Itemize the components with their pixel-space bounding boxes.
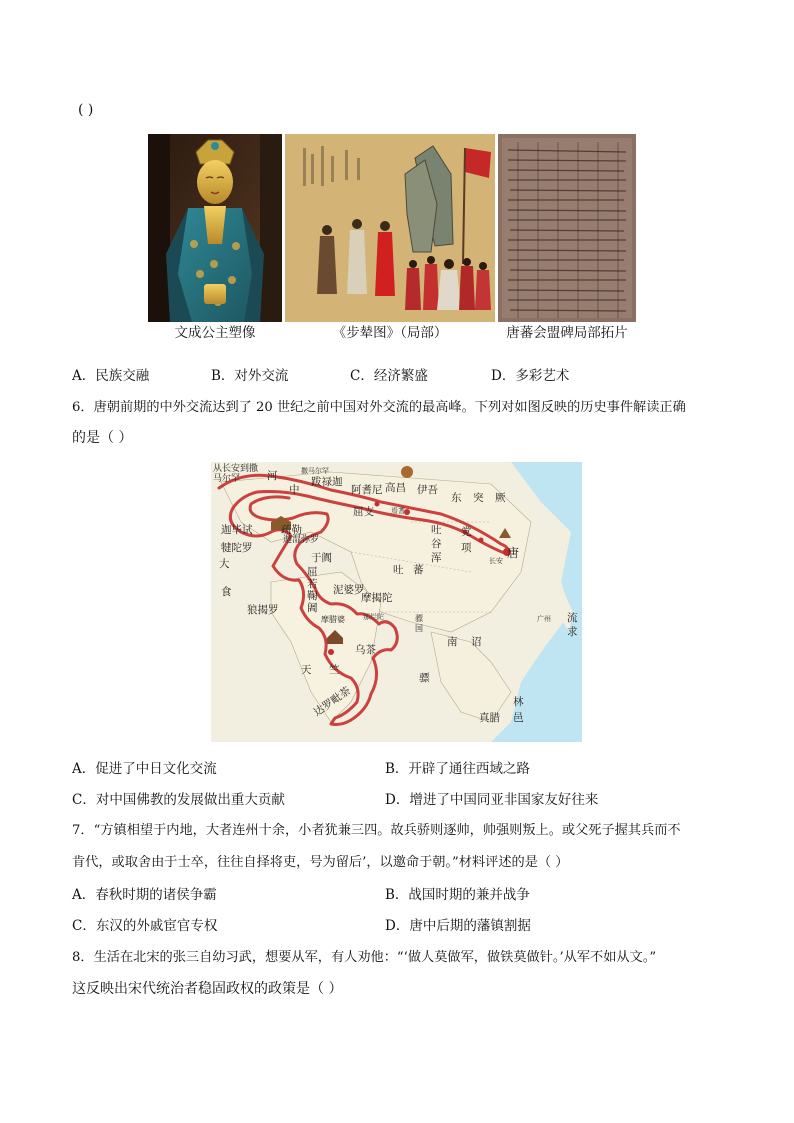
map-label: 阿耆尼 <box>351 484 383 496</box>
map-label-changan: 长安 <box>489 557 503 565</box>
stele-caption: 唐蕃会盟碑局部拓片 <box>506 325 628 341</box>
map-label: 骠 <box>419 672 430 684</box>
map-label: 南 <box>447 636 458 648</box>
bunian-caption: 《步辇图》（局部） <box>332 325 448 341</box>
tang-tibet-stele-image <box>498 134 636 322</box>
map-label: 谷 <box>431 538 442 550</box>
map-label: 中 <box>289 484 300 496</box>
map-label-samarkand-note: 从长安到撒马尔罕 <box>213 464 259 484</box>
map-label: 狼揭罗 <box>247 604 279 616</box>
map-label: 求 <box>567 626 578 638</box>
map-label: 骠国 <box>415 614 423 633</box>
map-label: 乌茶 <box>355 644 376 656</box>
map-label: 东 <box>451 492 462 504</box>
q5-option-b[interactable]: B．对外交流 <box>211 368 289 384</box>
map-label: 屈支 <box>353 506 374 518</box>
q6-stem-line2: 的是（ ） <box>72 430 133 446</box>
map-label: 诏 <box>471 636 482 648</box>
q7-option-a[interactable]: A．春秋时期的诸侯争霸 <box>72 887 217 903</box>
map-label: 天 <box>301 664 312 676</box>
map-label: 吐 <box>393 564 404 576</box>
map-label: 达罗毗荼 <box>311 684 353 719</box>
map-label: 迦毕试 <box>221 524 253 536</box>
map-label: 吐 <box>431 524 442 536</box>
map-label: 伊吾 <box>417 484 438 496</box>
map-label: 犍陀罗 <box>221 542 253 554</box>
q7-option-c[interactable]: C．东汉的外戚宦官专权 <box>72 918 218 934</box>
map-label-tang: 唐 <box>507 546 520 560</box>
map-label: 项 <box>461 542 472 554</box>
map-label: 突 <box>473 492 484 504</box>
q7-stem-line2: 肯代，或取舍由于士卒，往往自择将吏，号为留后’，以邀命于朝。”材料评述的是（ ） <box>72 855 569 870</box>
map-label: 广州 <box>537 615 551 623</box>
map-label: 摩揭陀 <box>361 592 393 604</box>
map-label: 党 <box>461 526 472 538</box>
stele-rubbing-illustration <box>498 134 636 322</box>
wencheng-statue-image <box>148 134 282 322</box>
q8-stem-line2: 这反映出宋代统治者稳固政权的政策是（ ） <box>72 981 343 997</box>
map-label: 撒马尔罕 <box>301 467 329 475</box>
xuanzang-route-map <box>211 462 582 742</box>
q5-option-c[interactable]: C．经济繁盛 <box>350 368 428 384</box>
map-label: 屈若鞠阇 <box>307 566 318 614</box>
q5-option-d[interactable]: D．多彩艺术 <box>491 368 570 384</box>
q6-option-b[interactable]: B．开辟了通往西域之路 <box>385 761 530 777</box>
map-label: 流 <box>567 612 578 624</box>
q5-answer-bracket: ( ) <box>78 102 94 118</box>
map-label: 邑 <box>513 712 524 724</box>
map-label: 竺 <box>329 664 340 676</box>
map-label: 泥婆罗 <box>333 584 365 596</box>
q7-option-d[interactable]: D．唐中后期的藩镇割据 <box>385 918 531 934</box>
q7-stem-line1: 7．“方镇相望于内地，大者连州十余，小者犹兼三四。故兵骄则逐帅，帅强则叛上。或父死子握其兵而不 <box>72 823 681 838</box>
map-label: 于阗 <box>311 552 332 564</box>
map-label: 真腊 <box>479 712 500 724</box>
map-label: 摩腊婆 <box>321 615 345 624</box>
map-label: 大 <box>219 558 230 570</box>
q8-stem-line1: 8．生活在北宋的张三自幼习武，想要从军，有人劝他：“‘做人莫做军，做铁莫做针。’从军不如从文。” <box>72 950 657 965</box>
wencheng-caption: 文成公主塑像 <box>174 325 256 341</box>
map-label: 蕃 <box>413 564 424 576</box>
q6-option-d[interactable]: D．增进了中国同亚非国家友好往来 <box>385 792 599 808</box>
map-label: 跋禄迦 <box>311 476 343 488</box>
bunian-painting-image <box>285 134 495 322</box>
map-label: 浑 <box>431 552 442 564</box>
q5-option-a[interactable]: A．民族交融 <box>72 368 150 384</box>
q6-option-a[interactable]: A．促进了中日文化交流 <box>72 761 217 777</box>
map-label: 那烂陀 <box>363 613 384 621</box>
map-label: 高昌 <box>385 482 406 494</box>
map-label: 厥 <box>495 492 506 504</box>
wencheng-statue-illustration <box>148 134 282 322</box>
bunian-painting-illustration <box>285 134 495 322</box>
map-label: 迦湿弥罗 <box>283 535 320 545</box>
q7-option-b[interactable]: B．战国时期的兼并战争 <box>385 887 530 903</box>
map-label: 焉耆 <box>391 507 405 515</box>
map-label: 河 <box>267 470 278 482</box>
map-label: 林 <box>513 696 524 708</box>
q6-option-c[interactable]: C．对中国佛教的发展做出重大贡献 <box>72 792 285 808</box>
q6-stem-line1: 6．唐朝前期的中外交流达到了 20 世纪之前中国对外交流的最高峰。下列对如图反映的历史事件解读正确 <box>72 400 686 415</box>
map-label: 疏勒 <box>281 524 302 536</box>
map-label: 食 <box>221 586 232 598</box>
